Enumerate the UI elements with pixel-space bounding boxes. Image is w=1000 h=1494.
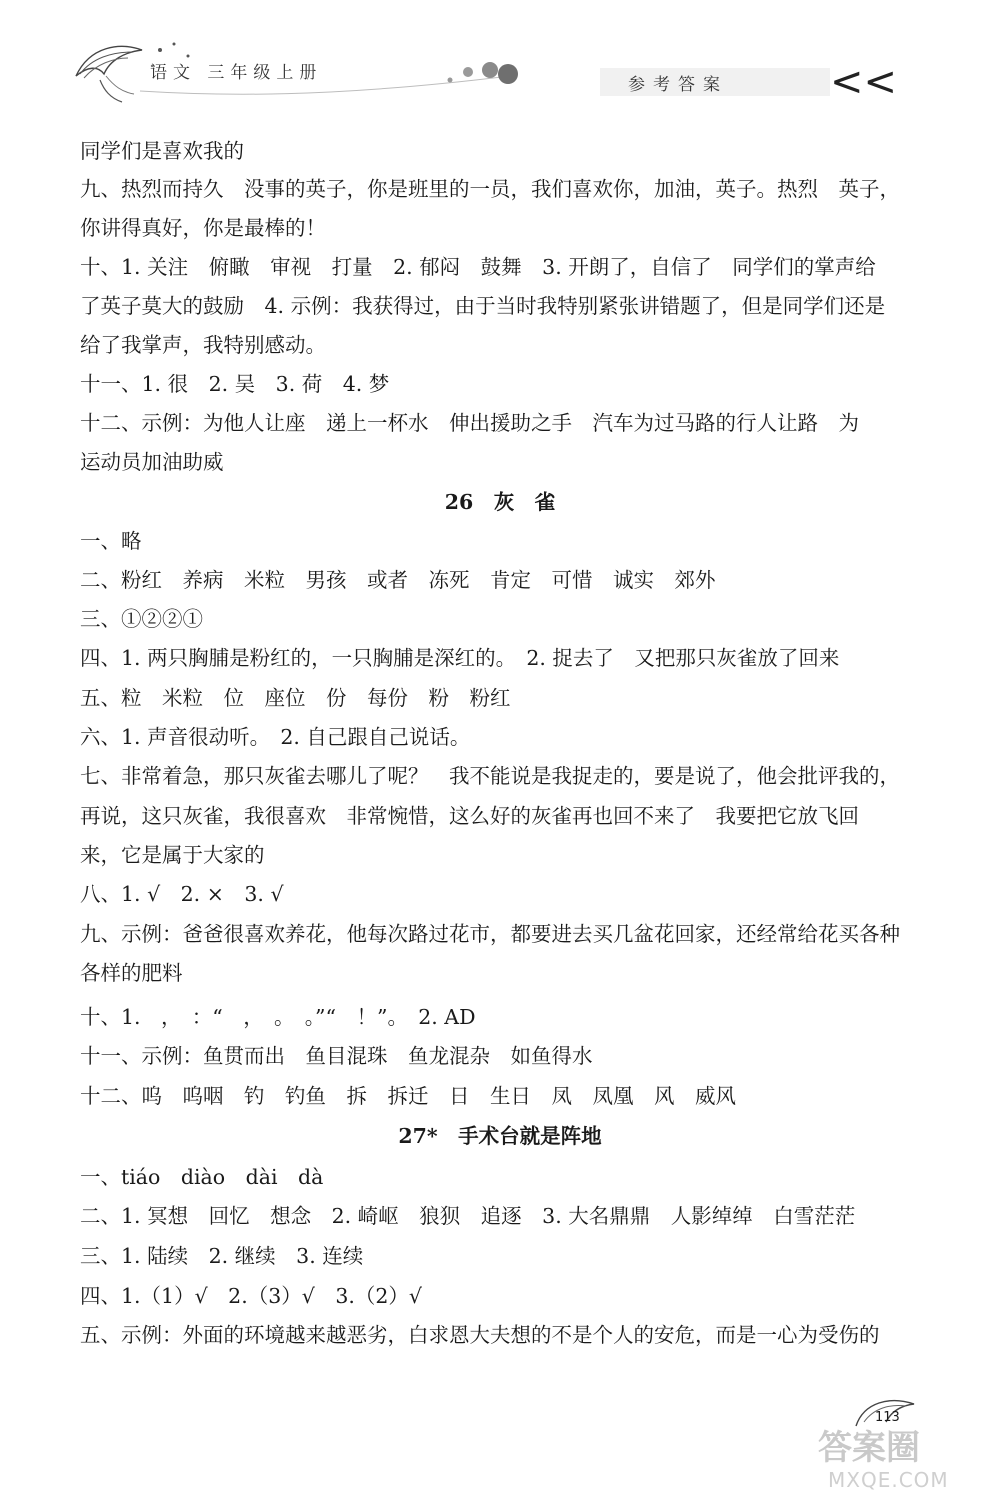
header-book-title: 语文 三年级上册	[150, 63, 323, 83]
lesson-heading: 26 灰 雀	[444, 490, 556, 514]
text-line: 三、1. 陆续 2. 继续 3. 连续	[80, 1244, 364, 1268]
text-line: 四、1.（1）√ 2.（3）√ 3.（2）√	[80, 1284, 422, 1308]
chevron-left-icon: <<	[830, 59, 898, 105]
text-line: 来，它是属于大家的	[80, 843, 265, 867]
text-line: 十一、示例：鱼贯而出 鱼目混珠 鱼龙混杂 如鱼得水	[80, 1044, 593, 1068]
text-line: 一、略	[80, 529, 142, 553]
text-line: 你讲得真好，你是最棒的！	[80, 216, 326, 240]
text-line: 三、①②②①	[80, 607, 203, 631]
text-line: 二、1. 冥想 回忆 想念 2. 崎岖 狼狈 追逐 3. 大名鼎鼎 人影绰绰 白雪茫茫	[80, 1204, 856, 1228]
text-line: 十、1. ， ：“ ， 。 。”“ ！”。 2. AD	[80, 1005, 476, 1029]
text-line: 再说，这只灰雀，我很喜欢 非常惋惜，这么好的灰雀再也回不来了 我要把它放飞回	[80, 804, 859, 828]
header-section-title: 参考答案	[628, 75, 728, 95]
text-line: 了英子莫大的鼓励 4. 示例：我获得过，由于当时我特别紧张讲错题了，但是同学们还是	[80, 294, 886, 318]
watermark-url: MXQE.COM	[828, 1468, 949, 1492]
text-line: 五、粒 米粒 位 座位 份 每份 粉 粉红	[80, 686, 511, 710]
text-line: 给了我掌声，我特别感动。	[80, 333, 326, 357]
text-line: 七、非常着急，那只灰雀去哪儿了呢？ 我不能说是我捉走的，要是说了，他会批评我的，	[80, 764, 900, 788]
text-line: 九、热烈而持久 没事的英子，你是班里的一员，我们喜欢你，加油，英子。热烈 英子，	[80, 177, 900, 201]
text-line: 十一、1. 很 2. 吴 3. 荷 4. 梦	[80, 372, 390, 396]
lesson-heading: 27* 手术台就是阵地	[398, 1124, 602, 1148]
text-line: 十、1. 关注 俯瞰 审视 打量 2. 郁闷 鼓舞 3. 开朗了，自信了 同学们的掌声给	[80, 255, 876, 279]
text-line: 九、示例：爸爸很喜欢养花，他每次路过花市，都要进去买几盆花回家，还经常给花买各种	[80, 922, 900, 946]
text-line: 二、粉红 养病 米粒 男孩 或者 冻死 肯定 可惜 诚实 郊外	[80, 568, 716, 592]
watermark-logo: 答案圈	[818, 1428, 920, 1468]
page-header	[0, 0, 1000, 120]
text-line: 各样的肥料	[80, 961, 183, 985]
page-number: 113	[875, 1410, 900, 1425]
text-line: 五、示例：外面的环境越来越恶劣，白求恩大夫想的不是个人的安危，而是一心为受伤的	[80, 1323, 880, 1347]
text-line: 同学们是喜欢我的	[80, 139, 244, 163]
text-line: 六、1. 声音很动听。 2. 自己跟自己说话。	[80, 725, 471, 749]
text-line: 一、tiáo diào dài dà	[80, 1165, 324, 1189]
text-line: 十二、呜 呜咽 钓 钓鱼 拆 拆迁 日 生日 凤 凤凰 风 威风	[80, 1084, 736, 1108]
text-line: 十二、示例：为他人让座 递上一杯水 伸出援助之手 汽车为过马路的行人让路 为	[80, 411, 859, 435]
text-line: 八、1. √ 2. × 3. √	[80, 882, 284, 906]
text-line: 运动员加油助威	[80, 450, 224, 474]
text-line: 四、1. 两只胸脯是粉红的，一只胸脯是深红的。 2. 捉去了 又把那只灰雀放了回来	[80, 646, 840, 670]
